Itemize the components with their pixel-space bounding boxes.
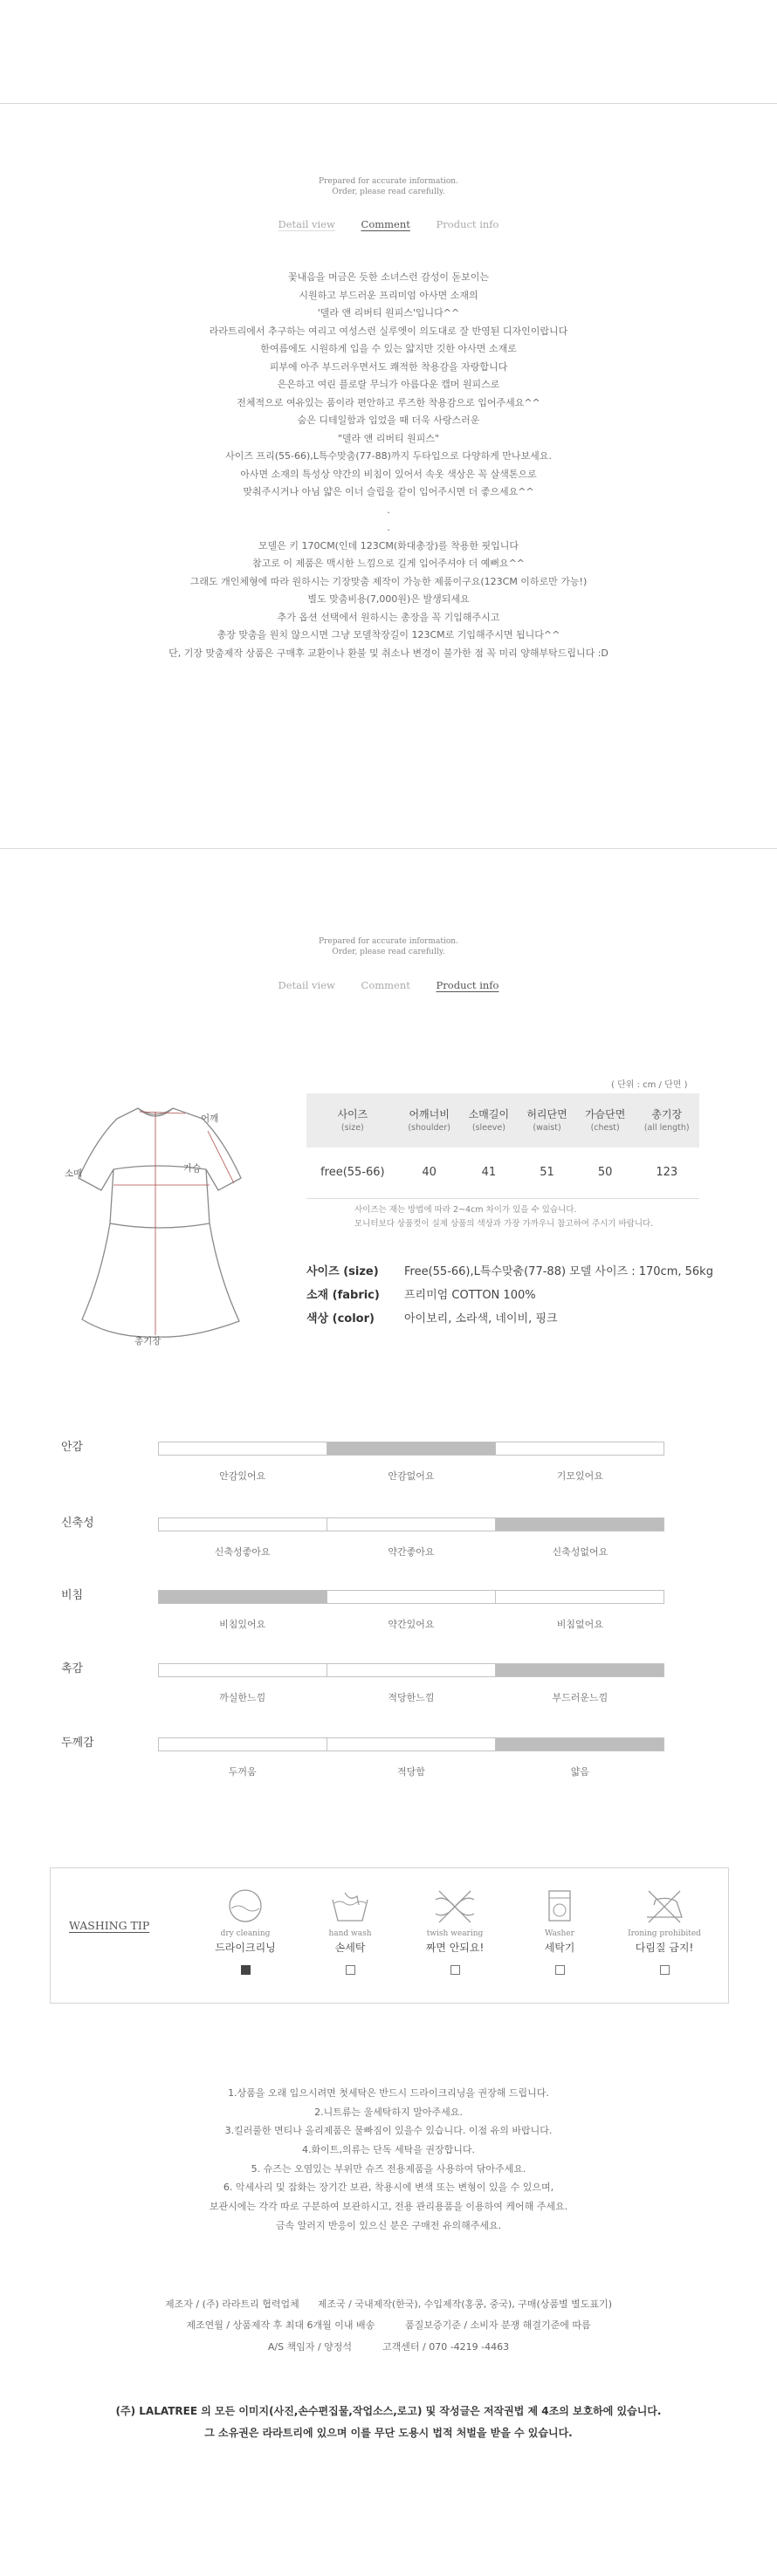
diagram-label-sleeve: 소매 xyxy=(65,1168,83,1179)
fit-bar-option: 약간좋아요 xyxy=(388,1546,435,1558)
wash-item-no-wring: twish wearing 짜면 안되요! xyxy=(407,1887,503,1975)
tab-bar xyxy=(0,979,777,991)
fit-bar-option: 비침있어요 xyxy=(219,1619,266,1630)
fit-bar-option: 적당함 xyxy=(397,1766,425,1778)
fit-bar-label: 신축성 xyxy=(61,1517,94,1530)
divider xyxy=(0,848,777,849)
fit-bar-segment xyxy=(159,1591,327,1603)
wash-item-no-ironing: Ironing prohibited 다림질 금지! xyxy=(616,1887,712,1975)
comment-line: '델라 앤 리버티 원피스'입니다^^ xyxy=(317,307,460,319)
comment-line: . xyxy=(387,504,390,516)
checkbox[interactable] xyxy=(241,1965,251,1975)
spec-size: 사이즈 (size) Free(55-66),L특수맞춤(77-88) 모델 사이즈 : 170cm, 56kg xyxy=(306,1265,713,1278)
fit-bar xyxy=(158,1518,664,1531)
size-column-header: 어깨너비 (shoulder) xyxy=(408,1108,450,1133)
size-cell: 40 xyxy=(399,1148,460,1198)
care-line: 3.킬러풀한 면티나 올리제품은 물빠짐이 있을수 있습니다. 이점 유의 바랍니다. xyxy=(224,2125,553,2137)
care-line: 보관시에는 각각 따로 구분하여 보관하시고, 전용 관리용품을 이용하여 케어해 주세요. xyxy=(209,2201,568,2213)
comment-line: 숨은 디테일함과 입었을 때 더욱 사랑스러운 xyxy=(297,414,480,426)
fit-bar xyxy=(158,1737,664,1751)
spec-color: 색상 (color) 아이보리, 소라색, 네이비, 핑크 xyxy=(306,1312,558,1326)
hand-wash-icon xyxy=(327,1887,373,1924)
size-column-header: 총기장 (all length) xyxy=(643,1108,690,1133)
size-column-header: 사이즈 (size) xyxy=(337,1108,368,1133)
fit-bar-segment xyxy=(496,1738,664,1750)
fit-bar-segment xyxy=(327,1591,496,1603)
fit-bar-option: 안감없어요 xyxy=(388,1470,435,1482)
size-column-header: 소매길이 (sleeve) xyxy=(468,1108,510,1133)
fit-bar-segment xyxy=(159,1664,327,1676)
tab-bar xyxy=(0,218,777,230)
comment-line: 모델은 키 170CM(인데 123CM(화대총장)를 착용한 핏입니다 xyxy=(258,539,519,552)
care-line: 5. 슈즈는 오염있는 부위만 슈즈 전용제품을 사용하여 닦아주세요. xyxy=(251,2162,526,2175)
spec-fabric: 소재 (fabric) 프리미엄 COTTON 100% xyxy=(306,1289,536,1302)
fit-bar-option: 신축성좋아요 xyxy=(214,1546,271,1558)
washing-tip-box xyxy=(50,1867,729,2004)
comment-line: 참고로 이 제품은 맥시한 느낌으로 길게 입어주셔야 더 예뻐요^^ xyxy=(251,558,526,569)
fit-bar-option: 적당한느낌 xyxy=(388,1692,435,1703)
fit-bar-segment xyxy=(496,1664,664,1676)
comment-line: 꽃내음을 머금은 듯한 소녀스런 감성이 돋보이는 xyxy=(287,271,489,283)
comment-line: 시원하고 부드러운 프리미엄 아사면 소재의 xyxy=(299,289,478,301)
table-row xyxy=(306,1148,699,1198)
care-instructions xyxy=(0,2084,777,2236)
fit-bar-option: 약간있어요 xyxy=(388,1619,435,1630)
fit-bar-label: 비침 xyxy=(61,1589,84,1602)
fit-bar-segment xyxy=(159,1518,327,1531)
fit-bar-option: 까실한느낌 xyxy=(219,1692,266,1703)
tab-product-info[interactable]: Product info xyxy=(436,979,499,991)
fit-bar-label: 두께감 xyxy=(61,1737,94,1750)
fit-bar xyxy=(158,1442,664,1456)
fit-bar-segment xyxy=(496,1442,664,1455)
notice-text: Prepared for accurate information. Order, please read carefully. xyxy=(319,937,458,956)
fit-bar-label: 안감 xyxy=(61,1441,84,1454)
size-cell: free(55-66) xyxy=(306,1148,399,1198)
notice-text: Prepared for accurate information. Order, please read carefully. xyxy=(319,177,458,196)
tab-detail-view[interactable]: Detail view xyxy=(278,979,335,991)
tab-comment[interactable]: Comment xyxy=(361,979,410,991)
comment-line: 단, 기장 맞춤제작 상품은 구매후 교환이나 환불 및 취소나 변경이 불가한 점 꼭 미리 양해부탁드립니다 :D xyxy=(168,647,609,659)
fit-bar-options xyxy=(158,1690,664,1704)
copyright-notice: (주) LALATREE 의 모든 이미지(사진,손수편집물,작업소스,로고) 및 작성글은 저작권법 제 4조의 보호하에 있습니다. xyxy=(115,2405,662,2417)
size-column-header: 가슴단면 (chest) xyxy=(584,1108,626,1133)
fit-bar-segment xyxy=(327,1518,496,1531)
washing-tip-title: WASHING TIP xyxy=(69,1919,150,1932)
comment-line: 은은하고 여린 플로랄 무늬가 아름다운 캡머 원피스로 xyxy=(277,379,500,390)
fit-bar-segment xyxy=(496,1591,664,1603)
wash-item-hand-wash: hand wash 손세탁 xyxy=(302,1887,398,1975)
copyright-notice: 그 소유권은 라라트리에 있으며 이를 무단 도용시 법적 처벌을 받을 수 있습니다. xyxy=(204,2427,573,2439)
fit-bar-segment xyxy=(159,1442,327,1455)
fit-bar-label: 촉감 xyxy=(61,1662,84,1675)
comment-line: 그래도 개인체형에 따라 원하시는 기장맞춤 제작이 가능한 제품이구요(123CM 이하로만 가능!) xyxy=(189,575,588,587)
diagram-label-chest: 가슴 xyxy=(183,1163,202,1174)
size-cell: 123 xyxy=(634,1148,699,1198)
comment-line: 추가 옵션 선택에서 원하시는 총장을 꼭 기입해주시고 xyxy=(277,611,500,623)
size-column-header: 허리단면 (waist) xyxy=(526,1108,567,1133)
care-line: 6. 악세사리 및 잡화는 장기간 보관, 착용시에 변색 또는 변형이 있을 수 있으며, xyxy=(223,2182,554,2194)
care-line: 2.니트류는 울세탁하지 말아주세요. xyxy=(314,2106,463,2118)
checkbox[interactable] xyxy=(555,1965,565,1975)
size-cell: 41 xyxy=(460,1148,519,1198)
product-comment xyxy=(0,269,777,662)
comment-line: 라라트리에서 추구하는 여리고 여성스런 실루엣이 의도대로 잘 반영된 디자인이랍니다 xyxy=(209,325,568,337)
divider xyxy=(0,103,777,104)
no-wring-icon xyxy=(432,1887,478,1924)
fit-bar-segment xyxy=(327,1664,496,1676)
fit-bar-options xyxy=(158,1545,664,1559)
fit-bar-option: 기모있어요 xyxy=(556,1470,603,1482)
fit-bar-option: 신축성없어요 xyxy=(552,1546,609,1558)
comment-line: 맞춰주시거나 아님 얇은 이너 슬립을 같이 입어주시면 더 좋으세요^^ xyxy=(243,486,534,497)
tab-comment[interactable]: Comment xyxy=(361,218,410,230)
checkbox[interactable] xyxy=(660,1965,670,1975)
comment-line: 별도 맞춤비용(7,000원)은 발생되세요 xyxy=(307,593,470,605)
fit-bar-options xyxy=(158,1617,664,1631)
fit-bar-option: 부드러운느낌 xyxy=(552,1692,609,1703)
fit-bar xyxy=(158,1663,664,1677)
no-ironing-icon xyxy=(642,1887,687,1924)
care-line: 1.상품을 오래 입으시려면 첫세탁은 반드시 드라이크리닝을 권장해 드립니다. xyxy=(228,2087,549,2099)
care-line: 금속 알러지 반응이 있으신 분은 구매전 유의해주세요. xyxy=(275,2219,502,2231)
tab-product-info[interactable]: Product info xyxy=(436,218,499,230)
size-table xyxy=(306,1093,699,1199)
size-cell: 50 xyxy=(576,1148,635,1198)
maker-info-line: 제조자 / (주) 라라트리 협력업체 제조국 / 국내제작(한국), 수입제작(홍콩, 중국), 구매(상품별 별도표기) xyxy=(165,2299,612,2310)
checkbox[interactable] xyxy=(450,1965,460,1975)
maker-info-line: A/S 책임자 / 양정석 고객센터 / 070 -4219 -4463 xyxy=(267,2341,510,2353)
comment-line: 전체적으로 여유있는 품이라 편안하고 루즈한 착용감으로 입어주세요^^ xyxy=(237,396,540,408)
fit-bar-segment xyxy=(327,1738,496,1750)
fit-bar-option: 안감있어요 xyxy=(219,1470,266,1482)
care-line: 4.화이트,의류는 단독 세탁을 권장합니다. xyxy=(302,2144,475,2156)
checkbox[interactable] xyxy=(346,1965,355,1975)
size-table-notes: 사이즈는 재는 방법에 따라 2~4cm 차이가 있을 수 있습니다. 모니터보다 상품컷이 실제 상품의 색상과 가장 가까우니 참고하여 주시기 바랍니다. xyxy=(354,1205,654,1229)
fit-bar xyxy=(158,1590,664,1604)
comment-line: 총장 맞춤을 원치 않으시면 그냥 모델착장길이 123CM로 기입해주시면 됩니다^^ xyxy=(217,629,560,641)
comment-line: 피부에 아주 부드러우면서도 쾌적한 착용감을 자랑합니다 xyxy=(269,360,508,373)
maker-info-line: 제조연월 / 상품제작 후 최대 6개월 이내 배송 품질보증기준 / 소비자 분쟁 해결기준에 따름 xyxy=(186,2319,591,2331)
fit-bar-options xyxy=(158,1469,664,1483)
fit-bar-option: 비침없어요 xyxy=(556,1619,603,1630)
wash-item-washer: Washer 세탁기 xyxy=(512,1887,608,1975)
wash-item-dry-cleaning: dry cleaning 드라이크리닝 xyxy=(197,1887,293,1975)
comment-line: 한여름에도 시원하게 입을 수 있는 얇지만 깃한 아사면 소재로 xyxy=(260,343,517,354)
size-cell: 51 xyxy=(518,1148,576,1198)
fit-bar-option: 얇음 xyxy=(570,1766,589,1778)
comment-line: 아사면 소재의 특성상 약간의 비침이 있어서 속옷 색상은 꼭 살색톤으로 xyxy=(240,468,537,480)
fit-bar-option: 두꺼움 xyxy=(228,1766,257,1778)
fit-bar-segment xyxy=(159,1738,327,1750)
dry-cleaning-icon xyxy=(223,1887,268,1924)
diagram-label-length: 총기장 xyxy=(134,1336,162,1346)
tab-detail-view[interactable]: Detail view xyxy=(278,218,335,230)
fit-bar-segment xyxy=(496,1518,664,1531)
fit-bar-segment xyxy=(327,1442,496,1455)
size-unit-note: ( 단위 : cm / 단면 ) xyxy=(611,1080,688,1090)
comment-line: . xyxy=(387,522,390,533)
washer-icon xyxy=(537,1887,582,1924)
fit-bar-options xyxy=(158,1764,664,1778)
comment-line: 사이즈 프리(55-66),L특수맞춤(77-88)까지 두타입으로 다양하게 만나보세요. xyxy=(225,450,552,462)
diagram-label-shoulder: 어깨 xyxy=(201,1113,219,1124)
comment-line: "델라 앤 리버티 원피스" xyxy=(337,432,440,444)
dress-diagram xyxy=(61,1101,271,1346)
